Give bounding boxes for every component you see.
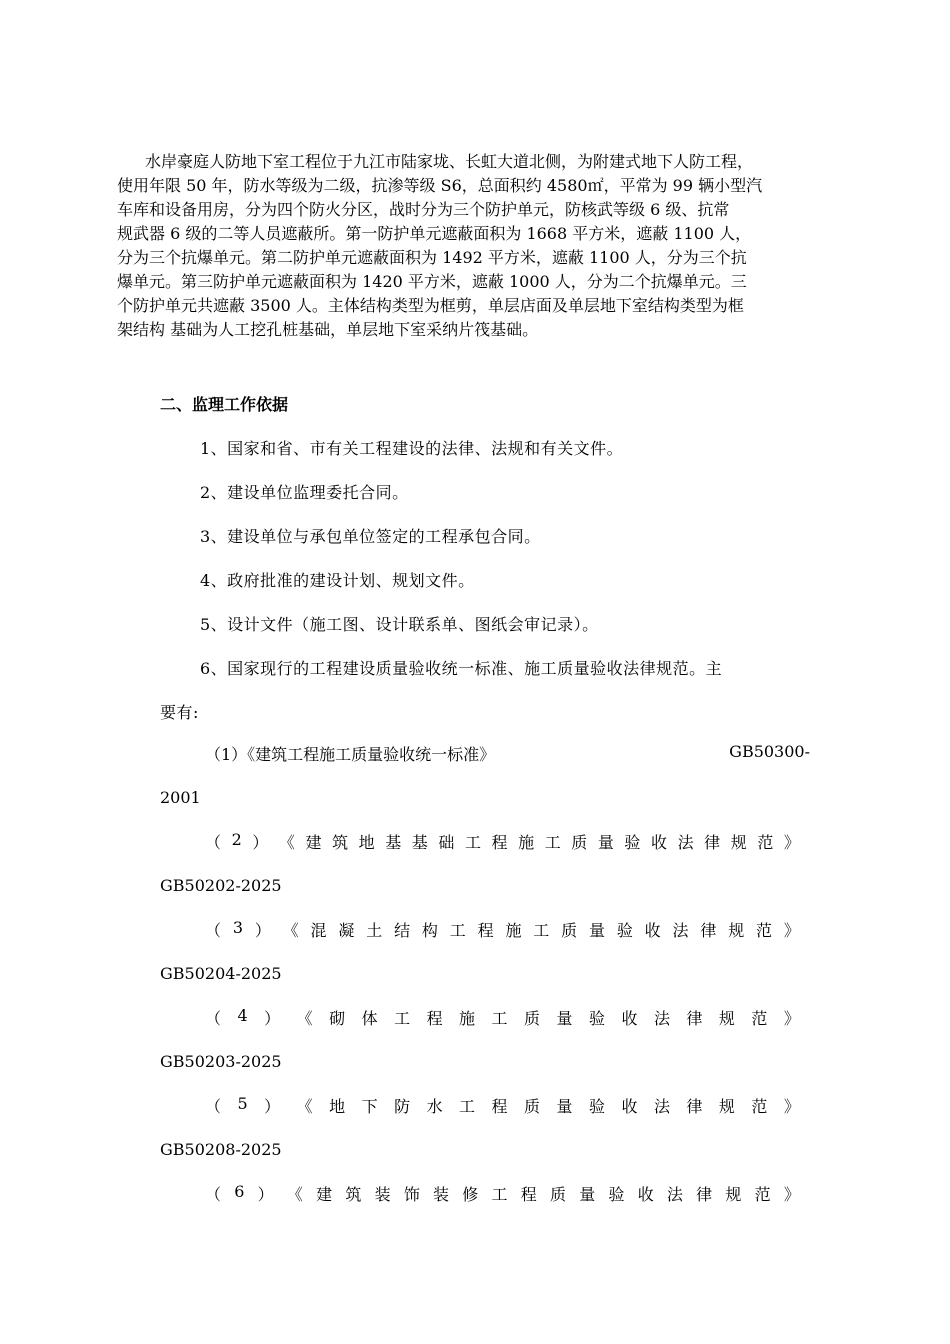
title-char: （ <box>205 1009 222 1028</box>
title-char: 》 <box>783 921 800 940</box>
title-char: 工 <box>544 833 561 852</box>
title-char: 规 <box>718 1097 735 1116</box>
overview-line: 架结构 基础为人工挖孔桩基础，单层地下室采纳片筏基础。 <box>117 320 539 339</box>
title-char: 程 <box>520 1185 537 1204</box>
title-char: 质 <box>524 1009 541 1028</box>
title-char: 基 <box>385 833 402 852</box>
title-char: 筑 <box>332 833 349 852</box>
title-char: 工 <box>394 1009 411 1028</box>
overview-line: 个防护单元共遮蔽 3500 人。主体结构类型为框剪，单层店面及单层地下室结构类型为框 <box>117 296 744 315</box>
title-char: 2 <box>231 830 242 849</box>
title-char: 土 <box>366 921 383 940</box>
title-char: 验 <box>588 1097 605 1116</box>
standard-2-code: GB50202-2025 <box>160 876 282 895</box>
title-char: 装 <box>374 1185 391 1204</box>
title-char: 工 <box>491 1185 508 1204</box>
title-char: 量 <box>588 921 605 940</box>
title-char: 量 <box>579 1185 596 1204</box>
title-char: 验 <box>624 833 641 852</box>
title-char: 凝 <box>338 921 355 940</box>
title-char: 验 <box>616 921 633 940</box>
title-char: 工 <box>491 1009 508 1028</box>
title-char: 程 <box>477 921 494 940</box>
title-char: 律 <box>700 921 717 940</box>
title-char: 量 <box>556 1097 573 1116</box>
title-char: ） <box>257 1185 274 1204</box>
standard-3-code: GB50204-2025 <box>160 964 282 983</box>
title-char: 》 <box>783 833 800 852</box>
title-char: 质 <box>524 1097 541 1116</box>
overview-line: 车库和设备用房，分为四个防火分区，战时分为三个防护单元，防核武等级 6 级、抗常 <box>117 200 730 219</box>
title-char: 量 <box>597 833 614 852</box>
title-char: 收 <box>637 1185 654 1204</box>
project-overview-paragraph <box>117 150 855 342</box>
title-char: 6 <box>234 1182 245 1201</box>
title-char: 地 <box>358 833 375 852</box>
title-char: 装 <box>433 1185 450 1204</box>
standard-4-code: GB50203-2025 <box>160 1052 282 1071</box>
title-char: 法 <box>653 1009 670 1028</box>
title-char: 《 <box>286 1185 303 1204</box>
title-char: 收 <box>651 833 668 852</box>
title-char: 5 <box>237 1094 248 1113</box>
title-char: 筑 <box>345 1185 362 1204</box>
title-char: 础 <box>438 833 455 852</box>
title-char: 混 <box>310 921 327 940</box>
title-char: 范 <box>751 1097 768 1116</box>
standard-1-code-continued: 2001 <box>160 788 201 807</box>
basis-item-5: 5、设计文件（施工图、设计联系单、图纸会审记录）。 <box>200 615 599 634</box>
title-char: 《 <box>282 921 299 940</box>
title-char: 施 <box>505 921 522 940</box>
basis-item-6-continued: 要有: <box>160 703 199 722</box>
overview-line: 爆单元。第三防护单元遮蔽面积为 1420 平方米，遮蔽 1000 人，分为二个抗爆单元。三 <box>117 272 747 291</box>
title-char: 律 <box>686 1097 703 1116</box>
title-char: （ <box>205 833 222 852</box>
title-char: 体 <box>361 1009 378 1028</box>
standard-5-title <box>205 1094 800 1117</box>
title-char: 工 <box>459 1097 476 1116</box>
title-char: 质 <box>571 833 588 852</box>
title-char: 律 <box>696 1185 713 1204</box>
title-char: 基 <box>411 833 428 852</box>
title-char: 法 <box>666 1185 683 1204</box>
title-char: 程 <box>426 1009 443 1028</box>
overview-line: 规武器 6 级的二等人员遮蔽所。第一防护单元遮蔽面积为 1668 平方米，遮蔽 1100 人， <box>117 224 752 243</box>
title-char: 工 <box>464 833 481 852</box>
title-char: （ <box>205 921 222 940</box>
title-char: 范 <box>756 921 773 940</box>
title-char: 防 <box>394 1097 411 1116</box>
title-char: 》 <box>783 1185 800 1204</box>
title-char: 地 <box>329 1097 346 1116</box>
standard-4-title <box>205 1006 800 1029</box>
standard-3-title <box>205 918 800 941</box>
title-char: 规 <box>718 1009 735 1028</box>
title-char: 验 <box>588 1009 605 1028</box>
title-char: 规 <box>728 921 745 940</box>
title-char: （ <box>205 1185 222 1204</box>
title-char: 收 <box>644 921 661 940</box>
title-char: 收 <box>621 1009 638 1028</box>
title-char: 《 <box>296 1097 313 1116</box>
title-char: 规 <box>725 1185 742 1204</box>
title-char: 范 <box>754 1185 771 1204</box>
title-char: 工 <box>449 921 466 940</box>
title-char: 程 <box>491 1097 508 1116</box>
standard-6-title <box>205 1182 800 1205</box>
standard-1-title: （1）《建筑工程施工质量验收统一标准》 <box>205 745 496 764</box>
title-char: 《 <box>296 1009 313 1028</box>
basis-item-6: 6、国家现行的工程建设质量验收统一标准、施工质量验收法律规范。主 <box>200 659 723 678</box>
standard-2-title <box>205 830 800 853</box>
title-char: ） <box>252 833 269 852</box>
title-char: 结 <box>394 921 411 940</box>
title-char: 程 <box>491 833 508 852</box>
title-char: （ <box>205 1097 222 1116</box>
overview-line: 分为三个抗爆单元。第二防护单元遮蔽面积为 1492 平方米，遮蔽 1100 人，分为三个抗 <box>117 248 747 267</box>
standard-1 <box>205 742 810 765</box>
title-char: 工 <box>533 921 550 940</box>
title-char: 修 <box>462 1185 479 1204</box>
title-char: 规 <box>730 833 747 852</box>
overview-line: 使用年限 50 年，防水等级为二级，抗渗等级 S6，总面积约 4580㎡，平常为 99 辆小型汽 <box>117 176 763 195</box>
standard-5-code: GB50208-2025 <box>160 1140 282 1159</box>
title-char: 范 <box>751 1009 768 1028</box>
title-char: 法 <box>653 1097 670 1116</box>
title-char: 建 <box>305 833 322 852</box>
title-char: 饰 <box>403 1185 420 1204</box>
basis-item-3: 3、建设单位与承包单位签定的工程承包合同。 <box>200 527 541 546</box>
basis-item-1: 1、国家和省、市有关工程建设的法律、法规和有关文件。 <box>200 439 624 458</box>
title-char: 质 <box>561 921 578 940</box>
title-char: ） <box>264 1009 281 1028</box>
title-char: 》 <box>783 1009 800 1028</box>
title-char: 4 <box>237 1006 248 1025</box>
title-char: 范 <box>757 833 774 852</box>
title-char: 法 <box>677 833 694 852</box>
title-char: 施 <box>518 833 535 852</box>
title-char: 验 <box>608 1185 625 1204</box>
title-char: 律 <box>686 1009 703 1028</box>
basis-item-2: 2、建设单位监理委托合同。 <box>200 483 409 502</box>
title-char: ） <box>254 921 271 940</box>
title-char: 建 <box>316 1185 333 1204</box>
title-char: 量 <box>556 1009 573 1028</box>
section-heading: 二、监理工作依据 <box>160 395 289 414</box>
title-char: 水 <box>426 1097 443 1116</box>
title-char: 》 <box>783 1097 800 1116</box>
title-char: 质 <box>549 1185 566 1204</box>
overview-line: 水岸豪庭人防地下室工程位于九江市陆家垅、长虹大道北侧，为附建式地下人防工程， <box>145 152 754 171</box>
title-char: 施 <box>459 1009 476 1028</box>
title-char: 砌 <box>329 1009 346 1028</box>
title-char: 法 <box>672 921 689 940</box>
title-char: 律 <box>704 833 721 852</box>
title-char: 收 <box>621 1097 638 1116</box>
standard-1-code-part: GB50300- <box>729 742 810 761</box>
title-char: 3 <box>232 918 244 937</box>
title-char: ） <box>264 1097 281 1116</box>
basis-item-4: 4、政府批准的建设计划、规划文件。 <box>200 571 475 590</box>
title-char: 下 <box>361 1097 378 1116</box>
title-char: 构 <box>421 921 438 940</box>
title-char: 《 <box>278 833 295 852</box>
